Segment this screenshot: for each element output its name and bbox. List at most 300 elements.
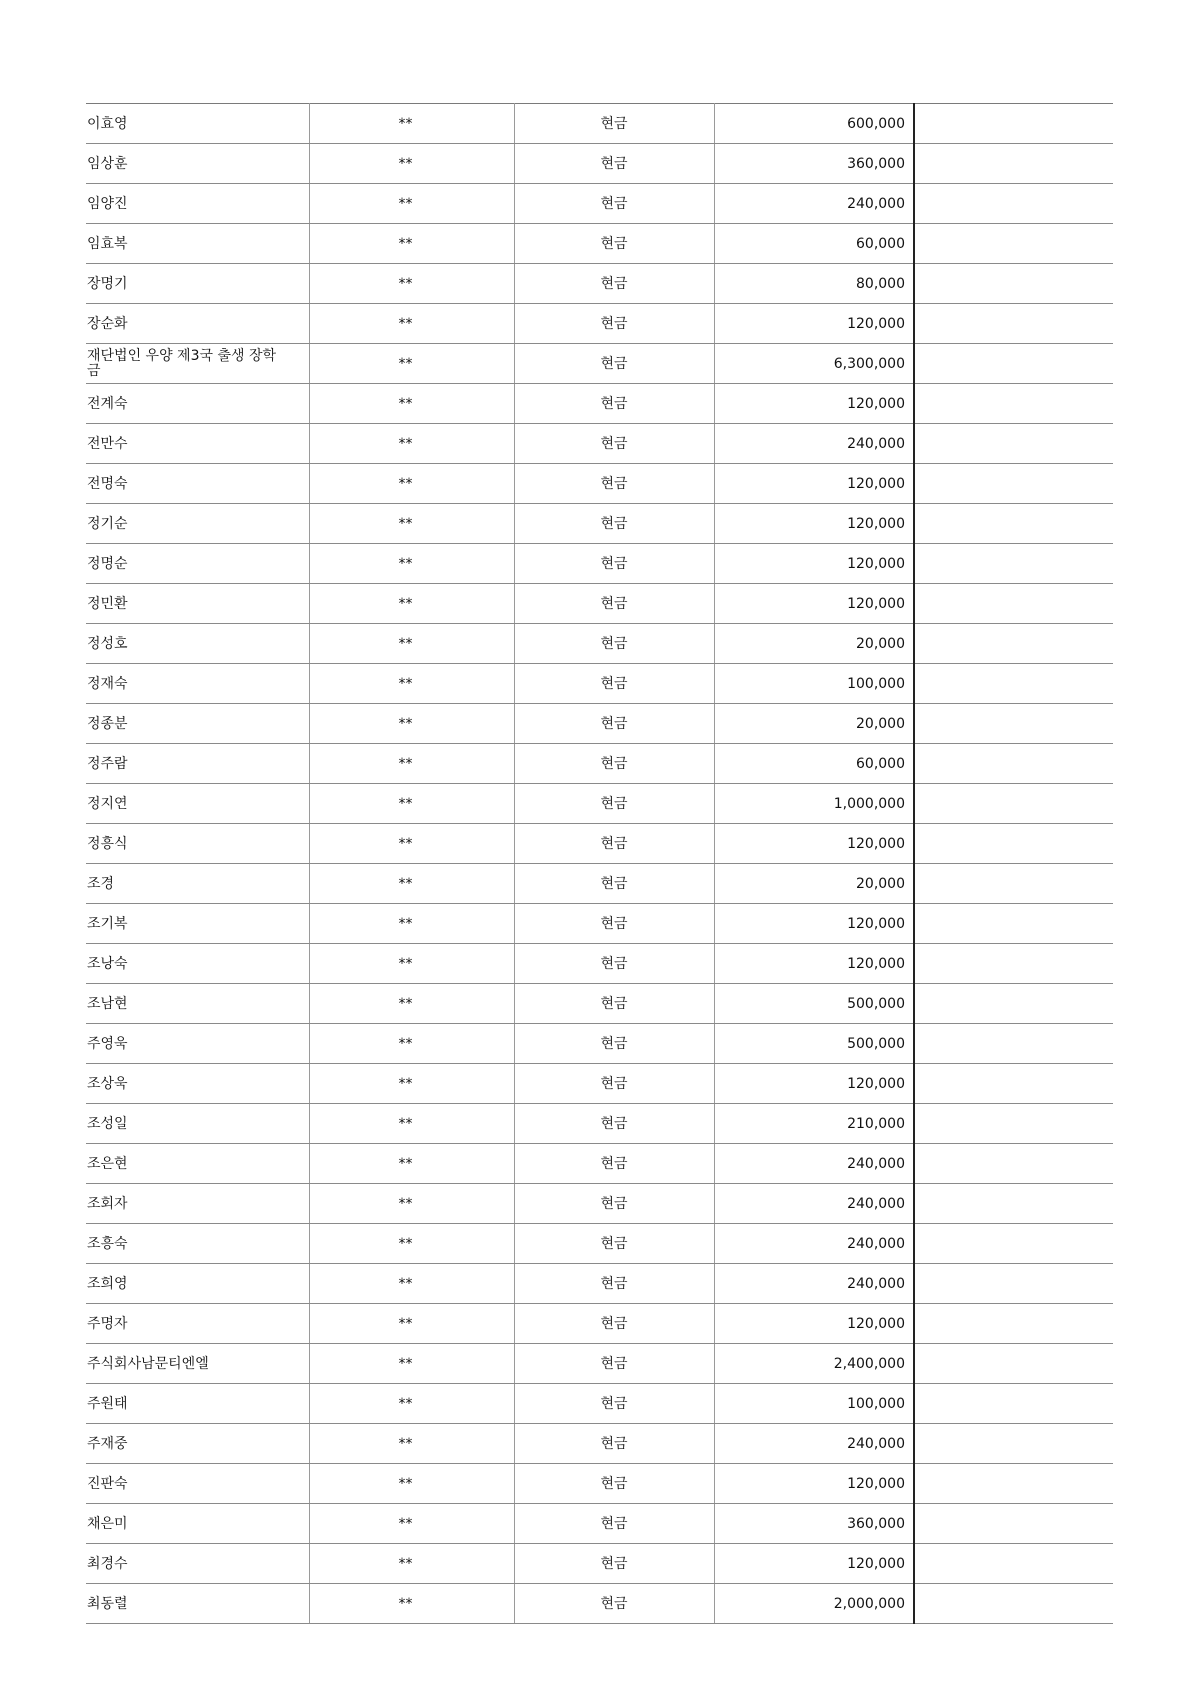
- table-row: [86, 264, 1113, 304]
- donor-id-text: **: [398, 1075, 413, 1092]
- donation-type-text: 현금: [600, 435, 628, 452]
- donation-table-body: [86, 104, 1113, 1624]
- note-cell: [914, 1584, 1113, 1624]
- table-row: [86, 1184, 1113, 1224]
- donor-id-text: **: [398, 1475, 413, 1492]
- donor-name-cell: [86, 1104, 309, 1144]
- donor-id-cell: [309, 304, 514, 344]
- donor-id-cell: [309, 1024, 514, 1064]
- donation-type-cell: [514, 984, 714, 1024]
- donation-amount-text: 120,000: [847, 1315, 905, 1332]
- donor-name-text: 채은미: [87, 1515, 128, 1532]
- donor-name-text: 임상훈: [87, 155, 128, 172]
- note-cell: [914, 1224, 1113, 1264]
- donation-type-text: 현금: [600, 595, 628, 612]
- donor-name-text: 조흥숙: [87, 1235, 128, 1252]
- note-cell: [914, 264, 1113, 304]
- donor-id-cell: [309, 624, 514, 664]
- donation-amount-cell: [714, 1504, 914, 1544]
- table-row: [86, 664, 1113, 704]
- donor-name-text: 주원태: [87, 1395, 128, 1412]
- donation-amount-text: 500,000: [847, 995, 905, 1012]
- note-cell: [914, 464, 1113, 504]
- donor-id-cell: [309, 264, 514, 304]
- note-cell: [914, 1024, 1113, 1064]
- donor-id-cell: [309, 864, 514, 904]
- donor-name-text: 장순화: [87, 315, 128, 332]
- note-cell: [914, 224, 1113, 264]
- table-row: [86, 624, 1113, 664]
- donor-id-cell: [309, 384, 514, 424]
- donor-id-text: **: [398, 915, 413, 932]
- note-cell: [914, 624, 1113, 664]
- donation-amount-text: 60,000: [856, 235, 905, 252]
- donation-type-cell: [514, 184, 714, 224]
- donor-id-cell: [309, 1144, 514, 1184]
- note-cell: [914, 1344, 1113, 1384]
- donor-id-text: **: [398, 795, 413, 812]
- donor-id-cell: [309, 184, 514, 224]
- donor-id-cell: [309, 1544, 514, 1584]
- donation-amount-cell: [714, 984, 914, 1024]
- donor-name-cell: [86, 1464, 309, 1504]
- donation-amount-cell: [714, 1184, 914, 1224]
- donor-name-cell: [86, 624, 309, 664]
- donation-type-cell: [514, 1264, 714, 1304]
- donation-type-text: 현금: [600, 515, 628, 532]
- donor-id-text: **: [398, 955, 413, 972]
- donor-name-text: 조남현: [87, 995, 128, 1012]
- donor-id-cell: [309, 904, 514, 944]
- donor-id-cell: [309, 1584, 514, 1624]
- table-row: [86, 1544, 1113, 1584]
- donation-type-text: 현금: [600, 835, 628, 852]
- donor-id-cell: [309, 104, 514, 144]
- donation-type-text: 현금: [600, 1395, 628, 1412]
- donation-type-cell: [514, 624, 714, 664]
- donor-name-text: 주식회사남문티엔엘: [87, 1355, 209, 1372]
- donation-amount-text: 6,300,000: [833, 355, 905, 372]
- donation-type-text: 현금: [600, 475, 628, 492]
- donation-type-cell: [514, 1384, 714, 1424]
- donation-amount-text: 120,000: [847, 515, 905, 532]
- note-cell: [914, 104, 1113, 144]
- donation-type-text: 현금: [600, 1155, 628, 1172]
- donor-name-cell: [86, 1184, 309, 1224]
- donation-type-text: 현금: [600, 795, 628, 812]
- donor-id-cell: [309, 1264, 514, 1304]
- note-cell: [914, 744, 1113, 784]
- donation-type-cell: [514, 1584, 714, 1624]
- donor-id-text: **: [398, 395, 413, 412]
- donor-name-cell: [86, 744, 309, 784]
- donation-amount-text: 20,000: [856, 635, 905, 652]
- donation-type-text: 현금: [600, 115, 628, 132]
- donation-amount-cell: [714, 624, 914, 664]
- donor-id-text: **: [398, 595, 413, 612]
- donation-amount-cell: [714, 1064, 914, 1104]
- donor-id-cell: [309, 1184, 514, 1224]
- donation-amount-text: 120,000: [847, 835, 905, 852]
- donor-id-cell: [309, 664, 514, 704]
- note-cell: [914, 664, 1113, 704]
- table-row: [86, 1424, 1113, 1464]
- donation-type-text: 현금: [600, 235, 628, 252]
- donation-type-cell: [514, 1184, 714, 1224]
- donation-type-cell: [514, 1304, 714, 1344]
- donation-amount-text: 240,000: [847, 1275, 905, 1292]
- donation-type-text: 현금: [600, 195, 628, 212]
- table-row: [86, 1384, 1113, 1424]
- donor-name-cell: [86, 144, 309, 184]
- table-row: [86, 1224, 1113, 1264]
- donation-type-text: 현금: [600, 1035, 628, 1052]
- table-row: [86, 1104, 1113, 1144]
- note-cell: [914, 984, 1113, 1024]
- donation-amount-cell: [714, 1144, 914, 1184]
- donation-amount-cell: [714, 904, 914, 944]
- donor-id-text: **: [398, 1315, 413, 1332]
- note-cell: [914, 1104, 1113, 1144]
- donor-name-cell: [86, 344, 309, 384]
- donation-type-cell: [514, 1344, 714, 1384]
- donor-id-text: **: [398, 115, 413, 132]
- table-row: [86, 344, 1113, 384]
- donor-name-text: 주영욱: [87, 1035, 128, 1052]
- donation-type-text: 현금: [600, 1355, 628, 1372]
- donation-amount-text: 240,000: [847, 1155, 905, 1172]
- donor-id-cell: [309, 424, 514, 464]
- donor-name-text: 주재중: [87, 1435, 128, 1452]
- donation-amount-cell: [714, 1104, 914, 1144]
- donor-name-text: 최동렬: [87, 1595, 128, 1612]
- donation-amount-cell: [714, 1024, 914, 1064]
- donor-name-cell: [86, 1224, 309, 1264]
- donor-name-cell: [86, 1064, 309, 1104]
- note-cell: [914, 304, 1113, 344]
- table-row: [86, 304, 1113, 344]
- donor-name-cell: [86, 664, 309, 704]
- donation-type-text: 현금: [600, 1475, 628, 1492]
- donation-type-cell: [514, 224, 714, 264]
- donation-type-text: 현금: [600, 1315, 628, 1332]
- donation-amount-cell: [714, 1344, 914, 1384]
- donor-id-text: **: [398, 1355, 413, 1372]
- donation-type-cell: [514, 1104, 714, 1144]
- donor-name-cell: [86, 1424, 309, 1464]
- donor-id-cell: [309, 1424, 514, 1464]
- donation-type-cell: [514, 144, 714, 184]
- donation-amount-text: 100,000: [847, 675, 905, 692]
- note-cell: [914, 384, 1113, 424]
- donor-name-cell: [86, 304, 309, 344]
- donation-amount-text: 120,000: [847, 475, 905, 492]
- donation-type-text: 현금: [600, 1235, 628, 1252]
- donor-name-text: 정재숙: [87, 675, 128, 692]
- donor-name-text: 임효복: [87, 235, 128, 252]
- donor-id-cell: [309, 944, 514, 984]
- donation-type-text: 현금: [600, 275, 628, 292]
- note-cell: [914, 1304, 1113, 1344]
- donation-type-cell: [514, 744, 714, 784]
- donation-type-cell: [514, 1504, 714, 1544]
- donor-id-text: **: [398, 1115, 413, 1132]
- donation-amount-text: 600,000: [847, 115, 905, 132]
- donation-type-cell: [514, 1424, 714, 1464]
- note-cell: [914, 1544, 1113, 1584]
- donor-id-cell: [309, 984, 514, 1024]
- donation-amount-cell: [714, 184, 914, 224]
- donation-type-cell: [514, 664, 714, 704]
- note-cell: [914, 1464, 1113, 1504]
- note-cell: [914, 904, 1113, 944]
- donor-name-cell: [86, 984, 309, 1024]
- table-row: [86, 464, 1113, 504]
- donation-type-text: 현금: [600, 355, 628, 372]
- donor-name-text: 정종분: [87, 715, 128, 732]
- donation-type-cell: [514, 784, 714, 824]
- donation-amount-cell: [714, 1264, 914, 1304]
- note-cell: [914, 344, 1113, 384]
- table-row: [86, 1024, 1113, 1064]
- donor-name-cell: [86, 784, 309, 824]
- donor-name-cell: [86, 824, 309, 864]
- donation-amount-text: 120,000: [847, 595, 905, 612]
- donation-type-text: 현금: [600, 395, 628, 412]
- donor-id-cell: [309, 1104, 514, 1144]
- donation-amount-text: 120,000: [847, 1555, 905, 1572]
- donation-type-text: 현금: [600, 875, 628, 892]
- donor-id-text: **: [398, 755, 413, 772]
- donation-type-text: 현금: [600, 1515, 628, 1532]
- donation-amount-text: 240,000: [847, 1195, 905, 1212]
- donation-type-text: 현금: [600, 555, 628, 572]
- donor-name-cell: [86, 1344, 309, 1384]
- table-row: [86, 424, 1113, 464]
- donor-name-cell: [86, 1584, 309, 1624]
- donor-name-text: 임양진: [87, 195, 128, 212]
- donation-amount-cell: [714, 224, 914, 264]
- donor-name-text: 전만수: [87, 435, 128, 452]
- note-cell: [914, 1184, 1113, 1224]
- donation-amount-cell: [714, 424, 914, 464]
- donor-id-text: **: [398, 235, 413, 252]
- donor-id-cell: [309, 504, 514, 544]
- donation-type-cell: [514, 1544, 714, 1584]
- table-row: [86, 504, 1113, 544]
- donation-amount-text: 100,000: [847, 1395, 905, 1412]
- donor-id-text: **: [398, 1435, 413, 1452]
- donor-name-cell: [86, 1504, 309, 1544]
- donor-name-text: 정지연: [87, 795, 128, 812]
- donor-name-text: 전명숙: [87, 475, 128, 492]
- donor-name-cell: [86, 504, 309, 544]
- donor-name-cell: [86, 424, 309, 464]
- donor-name-text: 최경수: [87, 1555, 128, 1572]
- table-row: [86, 384, 1113, 424]
- donation-amount-cell: [714, 1464, 914, 1504]
- donor-id-text: **: [398, 1195, 413, 1212]
- donation-type-text: 현금: [600, 1115, 628, 1132]
- donation-type-text: 현금: [600, 995, 628, 1012]
- donation-amount-cell: [714, 744, 914, 784]
- donation-amount-text: 120,000: [847, 1475, 905, 1492]
- donor-name-text: 조희영: [87, 1275, 128, 1292]
- donor-name-text: 진판숙: [87, 1475, 128, 1492]
- donor-name-text: 재단법인 우양 제3국 출생 장학금: [87, 347, 276, 379]
- donation-amount-cell: [714, 704, 914, 744]
- donor-name-text: 정기순: [87, 515, 128, 532]
- donation-amount-cell: [714, 304, 914, 344]
- note-cell: [914, 584, 1113, 624]
- donor-name-cell: [86, 904, 309, 944]
- table-row: [86, 944, 1113, 984]
- donation-type-text: 현금: [600, 1555, 628, 1572]
- donor-name-cell: [86, 264, 309, 304]
- donor-name-cell: [86, 1264, 309, 1304]
- donor-name-cell: [86, 584, 309, 624]
- donor-id-text: **: [398, 435, 413, 452]
- note-cell: [914, 824, 1113, 864]
- donor-id-cell: [309, 1224, 514, 1264]
- note-cell: [914, 1064, 1113, 1104]
- donor-id-cell: [309, 1304, 514, 1344]
- donor-id-cell: [309, 784, 514, 824]
- donation-type-cell: [514, 1464, 714, 1504]
- donation-type-cell: [514, 384, 714, 424]
- table-row: [86, 1144, 1113, 1184]
- donation-type-cell: [514, 1224, 714, 1264]
- donation-amount-cell: [714, 824, 914, 864]
- donation-type-text: 현금: [600, 755, 628, 772]
- donor-id-text: **: [398, 995, 413, 1012]
- donor-name-cell: [86, 1304, 309, 1344]
- donation-type-cell: [514, 1144, 714, 1184]
- donor-name-text: 조회자: [87, 1195, 128, 1212]
- note-cell: [914, 944, 1113, 984]
- donation-amount-cell: [714, 1584, 914, 1624]
- donation-type-cell: [514, 1024, 714, 1064]
- donation-type-text: 현금: [600, 1435, 628, 1452]
- table-row: [86, 104, 1113, 144]
- table-row: [86, 1464, 1113, 1504]
- donor-name-cell: [86, 1024, 309, 1064]
- donation-amount-text: 240,000: [847, 1435, 905, 1452]
- table-row: [86, 984, 1113, 1024]
- donation-amount-cell: [714, 1304, 914, 1344]
- donor-id-text: **: [398, 555, 413, 572]
- donor-name-cell: [86, 944, 309, 984]
- donor-name-cell: [86, 464, 309, 504]
- donor-id-text: **: [398, 835, 413, 852]
- donation-amount-text: 120,000: [847, 555, 905, 572]
- donor-name-text: 조은현: [87, 1155, 128, 1172]
- table-row: [86, 584, 1113, 624]
- donation-type-text: 현금: [600, 915, 628, 932]
- donor-name-text: 조경: [87, 875, 115, 892]
- donor-name-cell: [86, 864, 309, 904]
- donor-name-cell: [86, 104, 309, 144]
- donor-id-cell: [309, 1384, 514, 1424]
- donation-type-cell: [514, 464, 714, 504]
- table-row: [86, 1064, 1113, 1104]
- table-row: [86, 1304, 1113, 1344]
- donation-type-cell: [514, 904, 714, 944]
- donor-name-text: 장명기: [87, 275, 128, 292]
- donor-id-text: **: [398, 1555, 413, 1572]
- donation-type-cell: [514, 304, 714, 344]
- donation-amount-text: 120,000: [847, 395, 905, 412]
- donation-amount-text: 240,000: [847, 195, 905, 212]
- donation-type-cell: [514, 944, 714, 984]
- donor-id-cell: [309, 824, 514, 864]
- donor-id-cell: [309, 744, 514, 784]
- donation-amount-text: 20,000: [856, 715, 905, 732]
- donor-name-text: 조기복: [87, 915, 128, 932]
- donation-type-text: 현금: [600, 1595, 628, 1612]
- donation-type-cell: [514, 544, 714, 584]
- table-row: [86, 224, 1113, 264]
- note-cell: [914, 544, 1113, 584]
- donation-type-text: 현금: [600, 1275, 628, 1292]
- donation-type-cell: [514, 344, 714, 384]
- donor-id-text: **: [398, 1515, 413, 1532]
- donation-amount-cell: [714, 504, 914, 544]
- donor-name-cell: [86, 1144, 309, 1184]
- donation-amount-text: 360,000: [847, 155, 905, 172]
- donation-amount-cell: [714, 1544, 914, 1584]
- donation-type-cell: [514, 264, 714, 304]
- donor-id-cell: [309, 1344, 514, 1384]
- donation-amount-text: 20,000: [856, 875, 905, 892]
- donor-name-text: 정민환: [87, 595, 128, 612]
- donation-type-cell: [514, 424, 714, 464]
- donor-name-cell: [86, 184, 309, 224]
- donation-type-text: 현금: [600, 715, 628, 732]
- note-cell: [914, 1264, 1113, 1304]
- donor-id-text: **: [398, 355, 413, 372]
- donor-name-cell: [86, 224, 309, 264]
- donation-type-text: 현금: [600, 1075, 628, 1092]
- donation-amount-cell: [714, 664, 914, 704]
- donor-name-text: 정성호: [87, 635, 128, 652]
- donation-amount-cell: [714, 144, 914, 184]
- donation-amount-cell: [714, 944, 914, 984]
- donor-name-text: 조상욱: [87, 1075, 128, 1092]
- donation-amount-text: 120,000: [847, 315, 905, 332]
- donor-id-cell: [309, 544, 514, 584]
- donor-id-text: **: [398, 635, 413, 652]
- donation-amount-text: 120,000: [847, 1075, 905, 1092]
- donor-name-text: 정흥식: [87, 835, 128, 852]
- donation-amount-text: 2,400,000: [833, 1355, 905, 1372]
- note-cell: [914, 504, 1113, 544]
- table-row: [86, 184, 1113, 224]
- donor-id-text: **: [398, 675, 413, 692]
- table-row: [86, 544, 1113, 584]
- donation-amount-cell: [714, 344, 914, 384]
- donor-id-cell: [309, 704, 514, 744]
- donor-name-cell: [86, 704, 309, 744]
- donation-type-text: 현금: [600, 675, 628, 692]
- donation-amount-text: 210,000: [847, 1115, 905, 1132]
- note-cell: [914, 704, 1113, 744]
- table-row: [86, 1264, 1113, 1304]
- note-cell: [914, 1504, 1113, 1544]
- donor-id-cell: [309, 1064, 514, 1104]
- donor-id-text: **: [398, 475, 413, 492]
- donor-name-cell: [86, 1384, 309, 1424]
